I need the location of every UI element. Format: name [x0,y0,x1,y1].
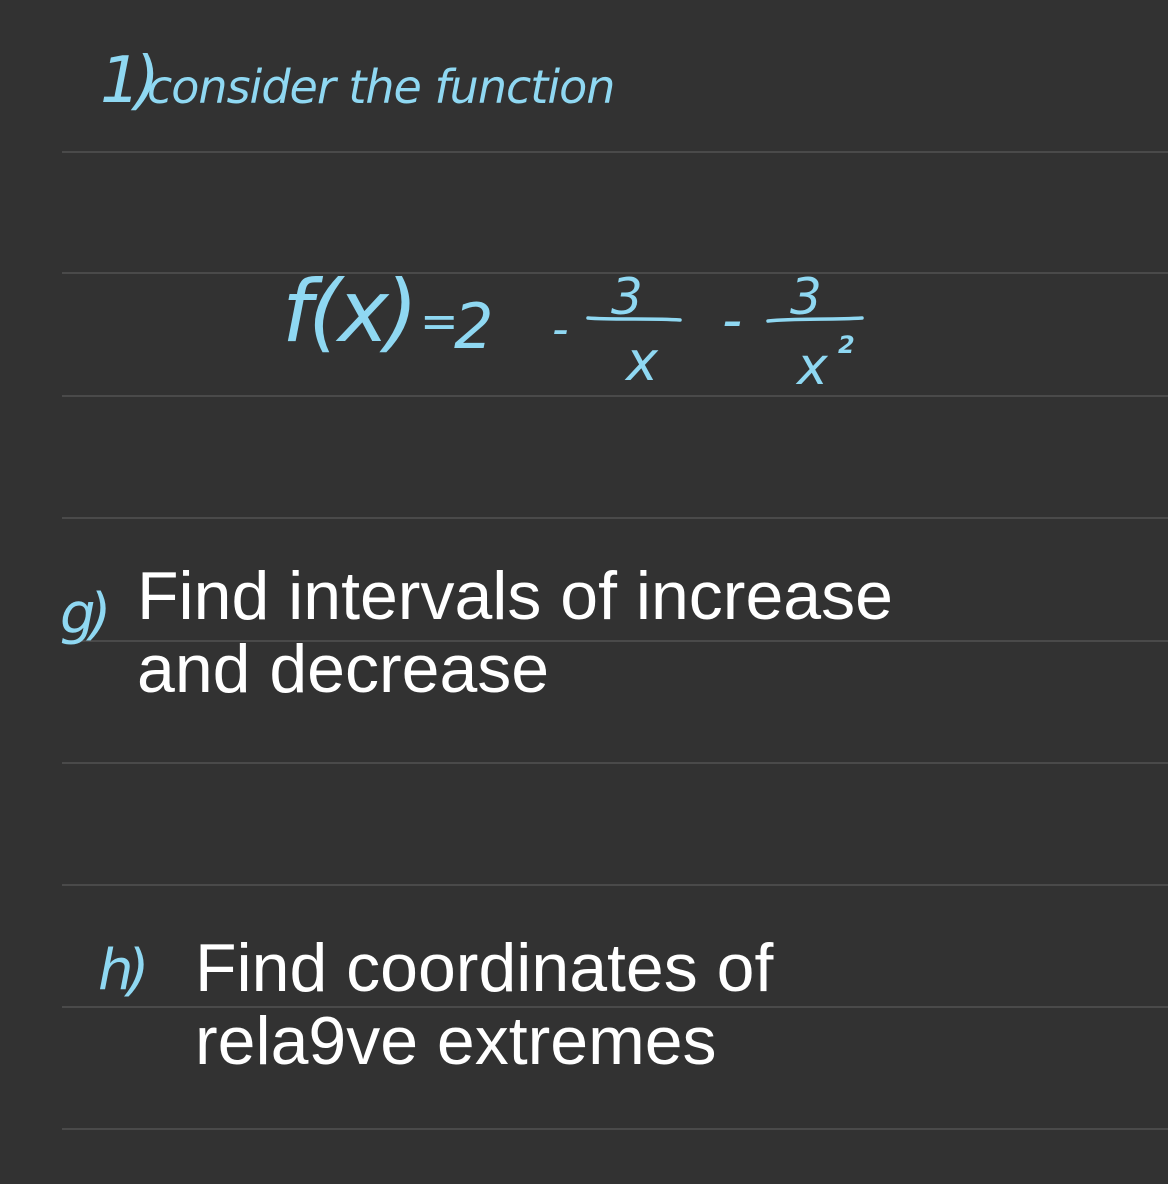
term2-exponent: 2 [838,331,855,359]
fraction-bar-1 [588,318,680,320]
question-h-text: Find coordinates of rela9ve extremes [195,930,774,1079]
term2-denominator: x [797,337,828,397]
question-g-label: g) [60,582,106,647]
question-g-text: Find intervals of increase and decrease [137,558,893,707]
term1-numerator: 3 [611,268,643,326]
question-h-label: h) [98,938,144,1003]
intro-number: 1) [100,44,154,118]
intro-text: consider the function [147,60,615,114]
formula-minus-2: - [722,288,743,353]
term1-denominator: x [626,330,658,393]
fraction-bar-2 [768,318,862,321]
formula-constant: 2 [454,290,494,363]
formula-minus-1: - [552,302,569,356]
formula-equals: = [420,294,459,348]
term2-numerator: 3 [790,268,822,326]
formula-lhs: f(x) [282,262,415,362]
